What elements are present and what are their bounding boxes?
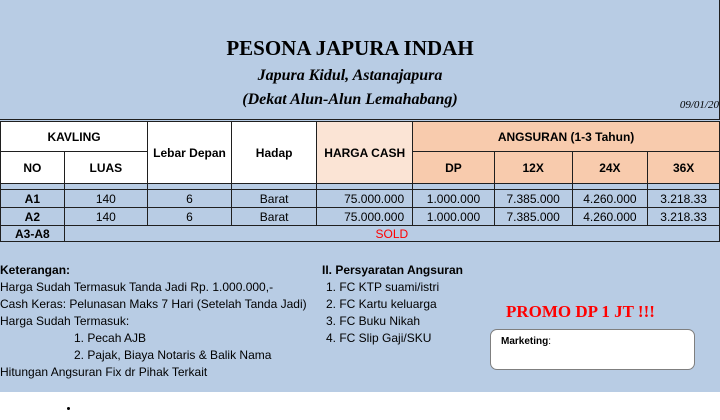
notes-line: Harga Sudah Termasuk:	[0, 314, 130, 328]
row-hadap: Barat	[231, 208, 316, 226]
row-no: A2	[1, 208, 65, 226]
row-dp: 1.000.000	[413, 208, 495, 226]
title-block	[0, 0, 720, 120]
no-header: NO	[1, 152, 65, 184]
row-lebar: 6	[148, 208, 232, 226]
bullet-dot	[67, 407, 70, 410]
12x-header: 12X	[494, 152, 572, 184]
harga-cash-header: HARGA CASH	[317, 122, 413, 184]
row-cash: 75.000.000	[317, 208, 413, 226]
row-12x: 7.385.000	[494, 190, 572, 208]
marketing-colon: :	[548, 336, 552, 347]
hadap-header: Hadap	[231, 122, 316, 184]
notes-subitem: 2. Pajak, Biaya Notaris & Balik Nama	[74, 348, 272, 362]
row-hadap: Barat	[231, 190, 316, 208]
notes-title: Keterangan:	[0, 263, 71, 277]
36x-header: 36X	[648, 152, 720, 184]
row-dp: 1.000.000	[413, 190, 495, 208]
marketing-box	[490, 329, 695, 370]
row-24x: 4.260.000	[572, 190, 648, 208]
notes-line: Hitungan Angsuran Fix dr Pihak Terkait	[0, 365, 208, 379]
requirements-title: II. Persyaratan Angsuran	[322, 263, 463, 277]
24x-header: 24X	[572, 152, 648, 184]
requirement-item: 1. FC KTP suami/istri	[326, 280, 440, 294]
requirement-item: 2. FC Kartu keluarga	[326, 297, 437, 311]
row-36x: 3.218.33	[648, 208, 720, 226]
row-luas: 140	[64, 190, 147, 208]
row-luas: 140	[64, 208, 147, 226]
notes-line: Harga Sudah Termasuk Tanda Jadi Rp. 1.000.000,-	[0, 280, 274, 294]
luas-header: LUAS	[64, 152, 147, 184]
row-no: A1	[1, 190, 65, 208]
row-cash: 75.000.000	[317, 190, 413, 208]
lebar-header: Lebar Depan	[148, 122, 232, 184]
row-lebar: 6	[148, 190, 232, 208]
price-table	[0, 121, 720, 242]
notes-section	[0, 262, 307, 381]
kavling-header: KAVLING	[1, 122, 148, 152]
row-12x: 7.385.000	[494, 208, 572, 226]
dp-header: DP	[413, 152, 495, 184]
requirement-item: 3. FC Buku Nikah	[326, 314, 421, 328]
angsuran-header: ANGSURAN (1-3 Tahun)	[413, 122, 720, 152]
page-title: PESONA JAPURA INDAH	[226, 36, 474, 60]
requirements-section	[322, 262, 463, 347]
sold-status: SOLD	[64, 226, 719, 242]
sold-row-no: A3-A8	[1, 226, 65, 242]
notes-subitem: 1. Pecah AJB	[74, 331, 147, 345]
notes-line: Cash Keras: Pelunasan Maks 7 Hari (Setelah Tanda Jadi)	[0, 297, 307, 311]
row-36x: 3.218.33	[648, 190, 720, 208]
marketing-label-text: Marketing	[501, 336, 549, 347]
sold-row	[1, 226, 720, 242]
table-row	[1, 190, 720, 208]
date-label: 09/01/20	[679, 99, 719, 111]
marketing-label	[501, 336, 551, 347]
row-24x: 4.260.000	[572, 208, 648, 226]
landmark-subtitle: (Dekat Alun-Alun Lemahabang)	[242, 91, 458, 108]
table-row	[1, 208, 720, 226]
promo-banner: PROMO DP 1 JT !!!	[506, 302, 655, 321]
location-subtitle: Japura Kidul, Astanajapura	[257, 67, 443, 84]
requirement-item: 4. FC Slip Gaji/SKU	[326, 331, 432, 345]
